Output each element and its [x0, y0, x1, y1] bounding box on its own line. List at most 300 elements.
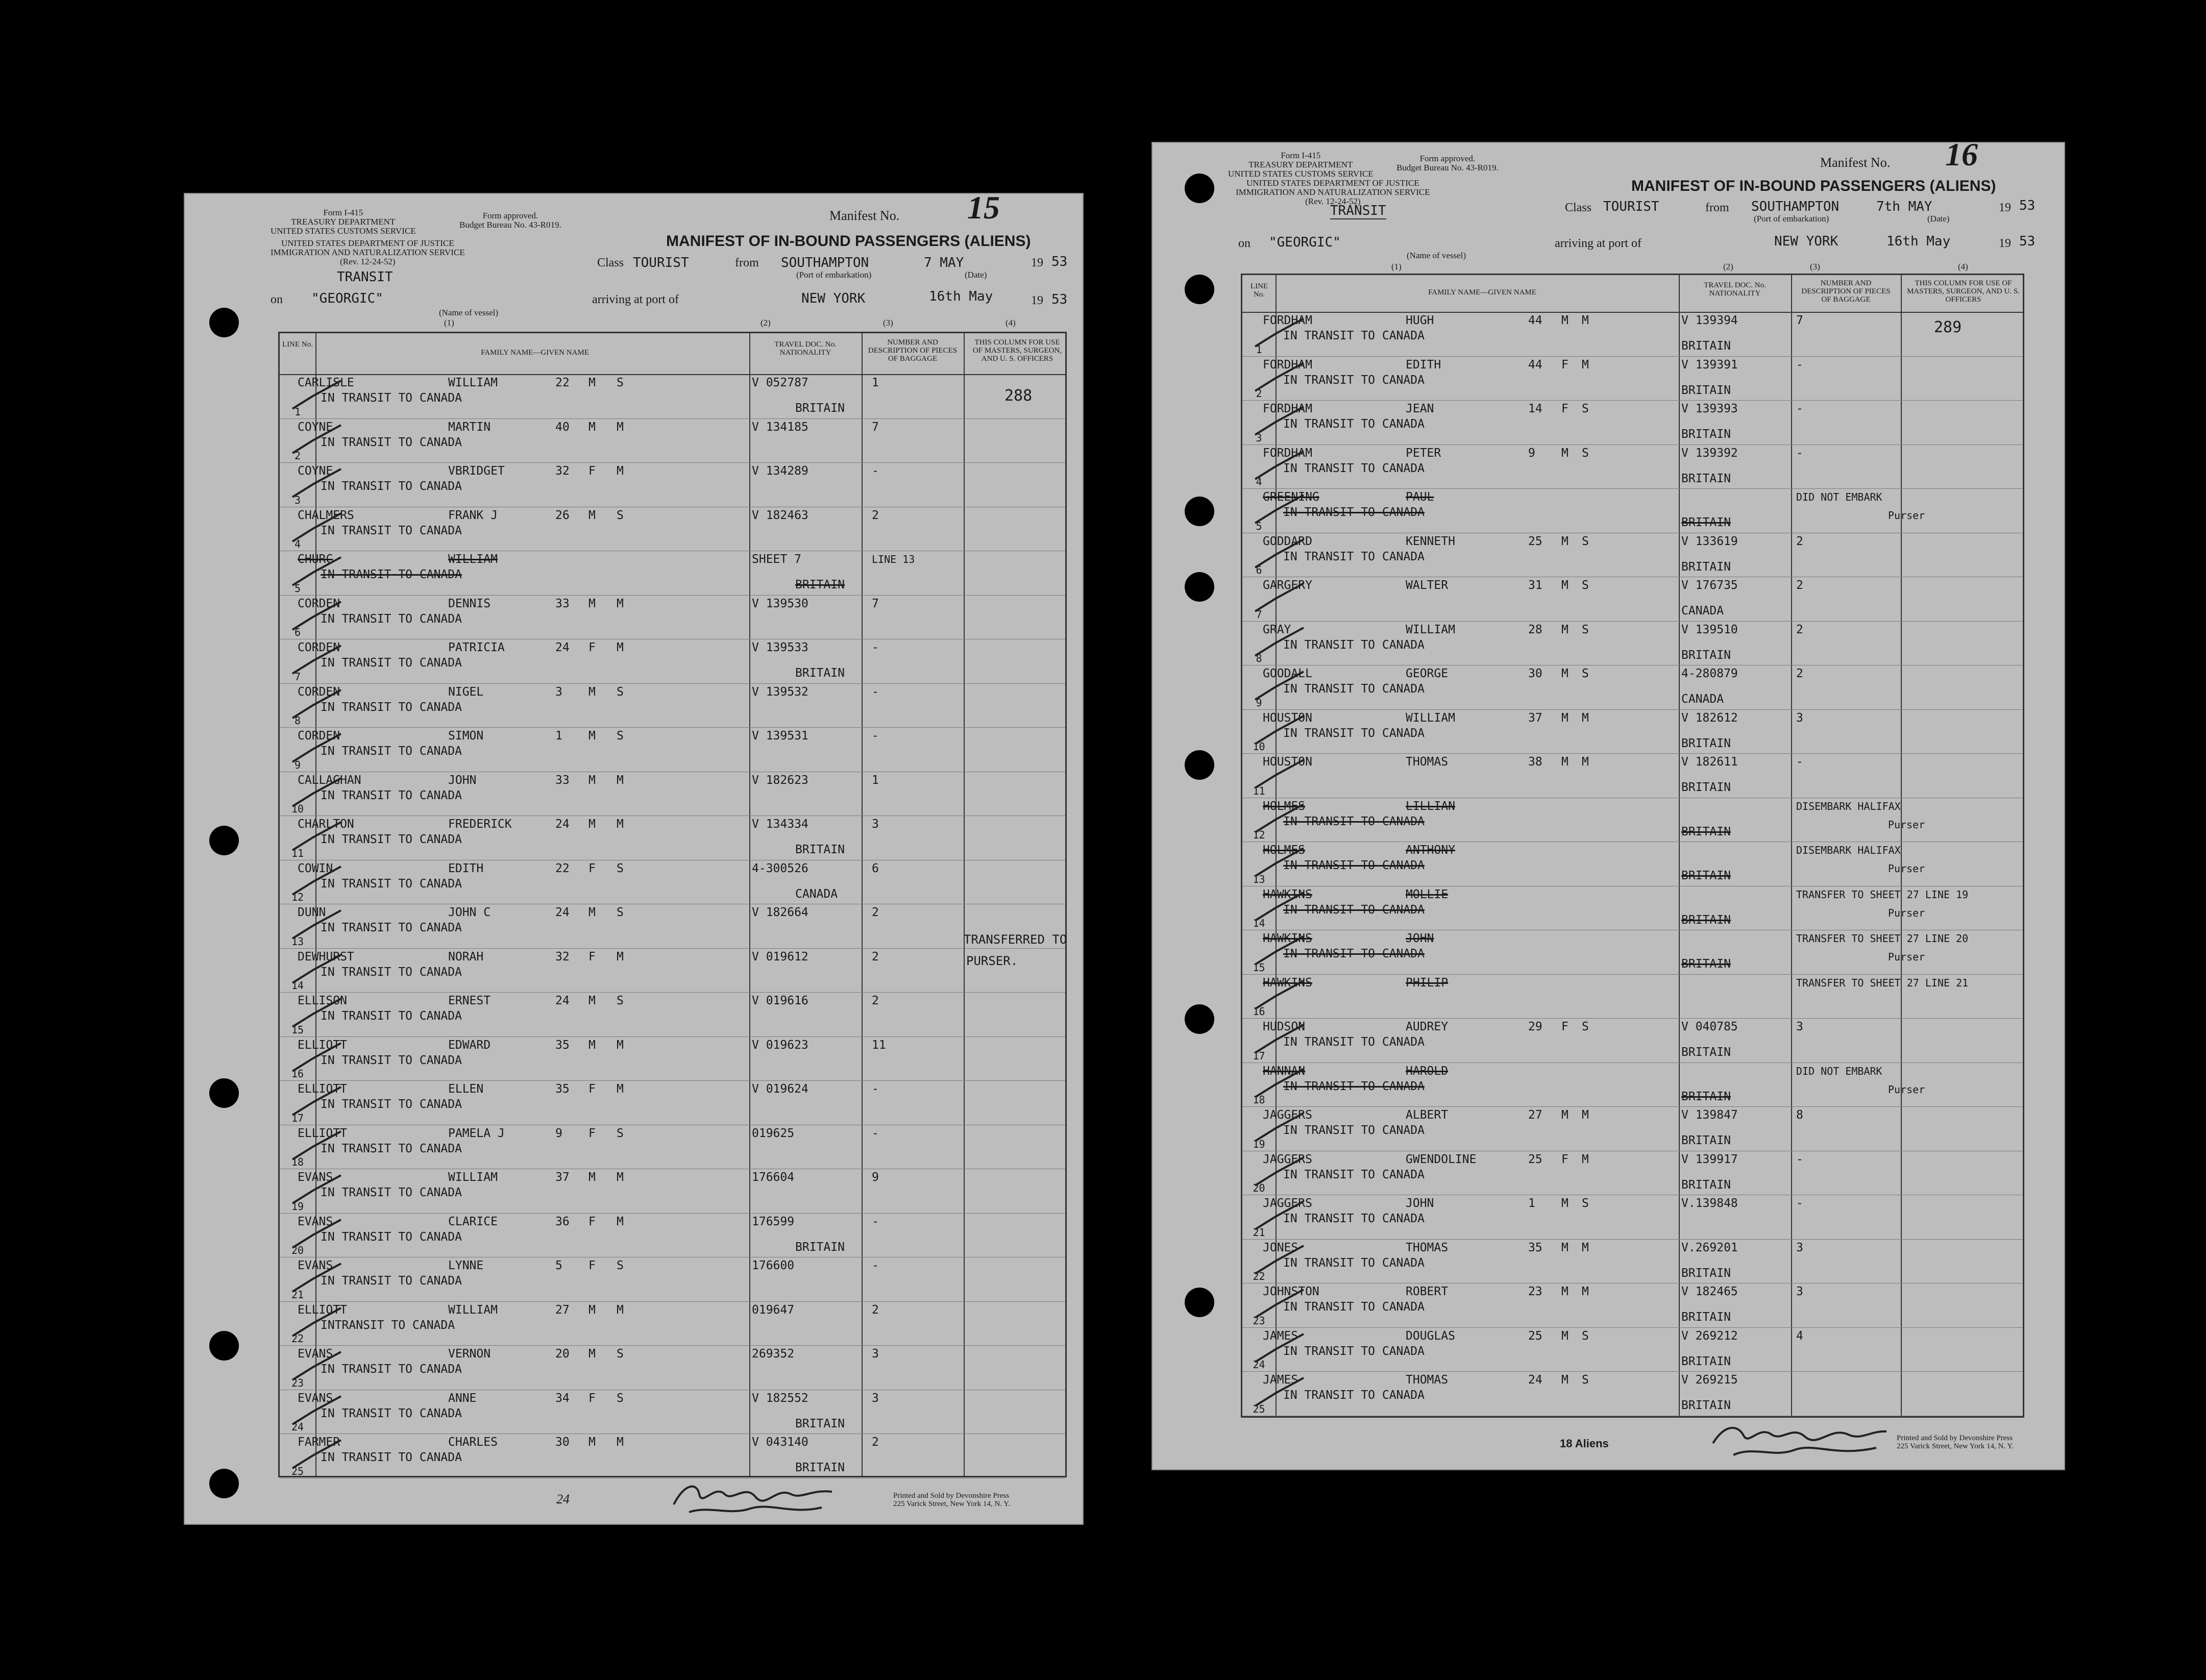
line-number: 16	[291, 1068, 304, 1080]
check-mark-icon	[1253, 1287, 1309, 1323]
manifest-number: 15	[967, 189, 1000, 226]
family-name: CORDEN	[298, 597, 340, 610]
travel-doc-number: V 139531	[752, 729, 808, 743]
family-name: EVANS	[298, 1259, 333, 1272]
line-number: 13	[1253, 873, 1265, 885]
given-name: PHILIP	[1406, 976, 1449, 990]
baggage-count: 2	[872, 994, 879, 1007]
check-mark-icon	[1253, 537, 1309, 573]
travel-doc-number: 4-300526	[752, 861, 808, 875]
check-mark-icon	[290, 1261, 346, 1297]
baggage-count: 11	[872, 1038, 886, 1052]
line-number: 15	[1253, 961, 1265, 974]
marital-status: M	[1582, 711, 1589, 725]
baggage-count: 9	[872, 1171, 879, 1184]
transit-note: IN TRANSIT TO CANADA	[321, 921, 462, 934]
check-mark-icon	[1253, 799, 1309, 837]
sex: M	[589, 420, 596, 434]
nationality: BRITAIN	[1681, 957, 1731, 971]
punch-hole	[1185, 275, 1214, 304]
check-mark-icon	[290, 466, 346, 502]
table-row	[1242, 842, 2023, 886]
col-num: (1)	[444, 318, 454, 328]
check-mark-icon	[290, 861, 346, 900]
check-mark-icon	[290, 731, 346, 767]
table-row	[1242, 798, 2023, 843]
age: 24	[555, 818, 570, 831]
sex: F	[589, 464, 596, 478]
marital-status: M	[617, 597, 624, 610]
baggage-count: 2	[872, 950, 879, 963]
marital-status: M	[617, 1436, 624, 1449]
footer-count: 18 Aliens	[1560, 1437, 1609, 1450]
check-mark-icon	[290, 952, 346, 988]
baggage-count: 3	[872, 1391, 879, 1405]
class-label: Class	[1565, 201, 1592, 214]
given-name: DENNIS	[448, 597, 491, 610]
sex: M	[1561, 314, 1568, 327]
marital-status: M	[1582, 1108, 1589, 1122]
marital-status: M	[617, 1038, 624, 1052]
baggage-count: -	[1796, 402, 1803, 415]
sex: F	[589, 1082, 596, 1096]
travel-doc-number: 269352	[752, 1347, 795, 1361]
agency: UNITED STATES DEPARTMENT OF JUSTICE IMMIGRATION AND NATURALIZATION SERVICE (Rev. 12-24-52)	[1236, 178, 1430, 206]
age: 37	[555, 1171, 570, 1184]
transit-note: IN TRANSIT TO CANADA	[1283, 814, 1425, 828]
marital-status: S	[1582, 402, 1589, 415]
nationality: BRITAIN	[795, 666, 845, 680]
col-num: (4)	[1958, 262, 1968, 271]
family-name: HUDSON	[1263, 1020, 1306, 1033]
embark-label: (Port of embarkation)	[1754, 214, 1829, 224]
table-row	[280, 1169, 1065, 1214]
baggage-count: -	[1796, 1197, 1803, 1210]
embark-date: 7 MAY	[924, 255, 964, 270]
table-row	[280, 816, 1065, 860]
transit-note: IN TRANSIT TO CANADA	[321, 745, 462, 758]
table-row	[280, 639, 1065, 684]
baggage-count: 2	[1796, 579, 1803, 592]
transit-note: IN TRANSIT TO CANADA	[1283, 461, 1425, 475]
line-number: 9	[294, 758, 301, 771]
transit-note: IN TRANSIT TO CANADA	[321, 788, 462, 802]
sex: M	[1561, 1285, 1568, 1298]
given-name: VERNON	[448, 1347, 491, 1361]
travel-doc-number: V 269212	[1681, 1329, 1738, 1343]
vessel-label: (Name of vessel)	[439, 308, 499, 317]
transit-note: IN TRANSIT TO CANADA	[1283, 1168, 1425, 1181]
sex: M	[1561, 534, 1568, 548]
sex: M	[589, 1436, 596, 1449]
given-name: PAMELA J	[448, 1126, 505, 1140]
given-name: JOHN	[1406, 1197, 1434, 1210]
sex: M	[589, 773, 596, 787]
age: 24	[555, 994, 570, 1007]
given-name: GWENDOLINE	[1406, 1152, 1477, 1166]
form-approval: Form approved. Budget Bureau No. 43-R019.	[459, 211, 561, 230]
baggage-count: -	[872, 1082, 879, 1096]
given-name: FRANK J	[448, 508, 498, 522]
table-row	[1242, 444, 2023, 489]
family-name: JONES	[1263, 1241, 1298, 1254]
age: 38	[1528, 755, 1542, 769]
travel-doc-number: 176604	[752, 1171, 795, 1184]
given-name: WILLIAM	[1406, 711, 1455, 725]
given-name: LYNNE	[448, 1259, 484, 1272]
age: 29	[1528, 1020, 1542, 1033]
purser-note: Purser	[1888, 951, 1925, 963]
nationality: BRITAIN	[1681, 913, 1731, 927]
family-name: GREENING	[1263, 490, 1319, 504]
line-number: 15	[291, 1023, 304, 1036]
baggage-count: 2	[872, 1303, 879, 1317]
travel-doc-number: V 182612	[1681, 711, 1738, 725]
sex: M	[1561, 1329, 1568, 1343]
col-baggage-header: NUMBER AND DESCRIPTION OF PIECES OF BAGGAGE	[1801, 279, 1891, 304]
transit-note: IN TRANSIT TO CANADA	[1283, 726, 1425, 740]
given-name: PETER	[1406, 446, 1441, 460]
table-row	[280, 1434, 1065, 1478]
arrival-year: 53	[1051, 292, 1068, 307]
nationality: BRITAIN	[795, 1417, 845, 1430]
family-name: CHARLTON	[298, 818, 354, 831]
embark-date: 7th MAY	[1876, 199, 1932, 214]
family-name: CHALMERS	[298, 508, 354, 522]
table-row	[280, 992, 1065, 1037]
check-mark-icon	[290, 378, 346, 414]
given-name: SIMON	[448, 729, 484, 743]
line-number: 17	[1253, 1049, 1265, 1062]
travel-doc-number: V 176735	[1681, 579, 1738, 592]
transit-note: INTRANSIT TO CANADA	[321, 1318, 455, 1332]
marital-status: M	[617, 420, 624, 434]
sex: M	[1561, 446, 1568, 460]
nationality: BRITAIN	[1681, 825, 1731, 838]
nationality: BRITAIN	[1681, 516, 1731, 529]
travel-doc-number: V 139917	[1681, 1152, 1738, 1166]
age: 30	[1528, 667, 1542, 680]
family-name: EVANS	[298, 1347, 333, 1361]
line-number: 7	[1256, 608, 1262, 621]
age: 28	[1528, 623, 1542, 636]
travel-doc-number: V 043140	[752, 1436, 808, 1449]
vessel-label: (Name of vessel)	[1407, 251, 1466, 260]
given-name: WILLIAM	[448, 1303, 498, 1317]
sex: F	[589, 1215, 596, 1228]
col-num: (3)	[1810, 262, 1820, 271]
travel-doc-number: V 182623	[752, 773, 808, 787]
col-name-header: FAMILY NAME—GIVEN NAME	[481, 349, 589, 357]
baggage-count: 3	[872, 818, 879, 831]
sex: M	[589, 1347, 596, 1361]
table-row	[1242, 312, 2023, 357]
line-number: 22	[291, 1332, 304, 1345]
travel-doc-number: V.269201	[1681, 1241, 1738, 1254]
baggage-count: -	[1796, 446, 1803, 460]
nationality: BRITAIN	[1681, 339, 1731, 353]
check-mark-icon	[1253, 404, 1309, 440]
family-name: JAGGERS	[1263, 1197, 1312, 1210]
class-value: TOURIST	[1603, 199, 1659, 214]
line-number: 20	[1253, 1182, 1265, 1194]
transit-note: IN TRANSIT TO CANADA	[321, 1053, 462, 1067]
sex: M	[589, 818, 596, 831]
travel-doc-number: V 133619	[1681, 534, 1738, 548]
nationality: BRITAIN	[1681, 1090, 1731, 1103]
age: 30	[555, 1436, 570, 1449]
family-name: HOLMES	[1263, 844, 1306, 857]
nationality: BRITAIN	[795, 1240, 845, 1254]
baggage-count: 1	[872, 376, 879, 389]
family-name: HAWKINS	[1263, 887, 1312, 901]
baggage-count: DISEMBARK HALIFAX	[1796, 844, 1901, 856]
transit-note: IN TRANSIT TO CANADA	[1283, 903, 1425, 917]
nationality: BRITAIN	[1681, 1399, 1731, 1412]
transit-note: IN TRANSIT TO CANADA	[1283, 373, 1425, 387]
table-row	[280, 1345, 1065, 1390]
year-prefix: 19	[1031, 256, 1043, 269]
footer-count: 24	[556, 1492, 570, 1506]
purser-note: Purser	[1888, 818, 1925, 831]
given-name: AUDREY	[1406, 1020, 1449, 1033]
age: 37	[1528, 711, 1542, 725]
family-name: JAGGERS	[1263, 1152, 1312, 1166]
age: 22	[555, 861, 570, 875]
family-name: ELLIOTT	[298, 1303, 347, 1317]
punch-hole	[209, 826, 239, 855]
table-row	[1242, 1283, 2023, 1328]
line-number: 23	[291, 1376, 304, 1389]
arrival-date: 16th May	[1886, 234, 1951, 249]
line-number: 20	[291, 1244, 304, 1256]
check-mark-icon	[290, 687, 346, 723]
transit-note: IN TRANSIT TO CANADA	[321, 1451, 462, 1464]
baggage-count: -	[872, 1126, 879, 1140]
line-number: 11	[291, 847, 304, 859]
transit-note: IN TRANSIT TO CANADA	[321, 833, 462, 846]
baggage-count: -	[1796, 755, 1803, 769]
transit-label: TRANSIT	[1330, 203, 1386, 218]
sex: M	[1561, 1197, 1568, 1210]
marital-status: M	[617, 1082, 624, 1096]
family-name: COYNE	[298, 420, 333, 434]
travel-doc-number: V 052787	[752, 376, 808, 389]
family-name: GODDARD	[1263, 534, 1312, 548]
purser-note: Purser	[1888, 906, 1925, 919]
travel-doc-number: V 139530	[752, 597, 808, 610]
arrival-port: NEW YORK	[801, 291, 866, 306]
baggage-count: 3	[1796, 1241, 1803, 1254]
travel-doc-number: V 134289	[752, 464, 808, 478]
class-label: Class	[597, 256, 624, 269]
line-number: 2	[294, 450, 301, 462]
sex: M	[589, 1303, 596, 1317]
col-num: (3)	[883, 318, 893, 328]
travel-doc-number: 4-280879	[1681, 667, 1738, 680]
age: 35	[555, 1038, 570, 1052]
age: 33	[555, 597, 570, 610]
travel-doc-number: V 139510	[1681, 623, 1738, 636]
marital-status: M	[1582, 358, 1589, 372]
given-name: LILLIAN	[1406, 799, 1455, 813]
on-label: on	[1238, 237, 1251, 250]
line-number: 14	[291, 979, 304, 992]
signature	[1708, 1415, 1892, 1461]
passenger-table	[1241, 274, 2024, 1418]
age: 3	[555, 685, 562, 699]
manifest-sheet-left	[184, 189, 1084, 1525]
baggage-count: DID NOT EMBARK	[1796, 1065, 1882, 1077]
given-name: WILLIAM	[448, 376, 498, 389]
baggage-count: -	[872, 1259, 879, 1272]
table-row	[1242, 1371, 2023, 1416]
arrival-year: 53	[2019, 234, 2036, 249]
line-number: 21	[1253, 1226, 1265, 1239]
table-row	[1242, 533, 2023, 578]
given-name: ALBERT	[1406, 1108, 1449, 1122]
check-mark-icon	[1253, 581, 1309, 616]
family-name: FORDHAM	[1263, 358, 1312, 372]
age: 23	[1528, 1285, 1542, 1298]
table-row	[1242, 577, 2023, 622]
age: 14	[1528, 402, 1542, 415]
check-mark-icon	[1253, 1022, 1309, 1058]
line-number: 7	[294, 670, 301, 683]
check-mark-icon	[1253, 1375, 1309, 1411]
check-mark-icon	[1253, 757, 1309, 793]
baggage-count: 3	[1796, 1020, 1803, 1033]
baggage-count: -	[872, 464, 879, 478]
col-name-header: FAMILY NAME—GIVEN NAME	[1428, 288, 1536, 297]
year-value: 53	[2019, 198, 2036, 213]
travel-doc-number: V 139847	[1681, 1108, 1738, 1122]
age: 1	[555, 729, 562, 743]
sex: M	[589, 994, 596, 1007]
line-number: 8	[294, 714, 301, 727]
table-row	[280, 772, 1065, 817]
check-mark-icon	[1253, 1064, 1309, 1102]
nationality: BRITAIN	[1681, 648, 1731, 662]
family-name: EVANS	[298, 1391, 333, 1405]
transit-note: IN TRANSIT TO CANADA	[1283, 329, 1425, 342]
given-name: ROBERT	[1406, 1285, 1449, 1298]
officer-note: 289	[1934, 318, 1962, 336]
baggage-count: LINE 13	[872, 553, 915, 565]
age: 22	[555, 376, 570, 389]
check-mark-icon	[1253, 449, 1309, 484]
baggage-count: 7	[872, 420, 879, 434]
marital-status: S	[1582, 667, 1589, 680]
family-name: HANNAN	[1263, 1064, 1306, 1078]
travel-doc-number: V 139394	[1681, 314, 1738, 327]
form-id: Form I-415 TREASURY DEPARTMENT UNITED STATES CUSTOMS SERVICE	[1228, 151, 1374, 179]
travel-doc-number: V 182465	[1681, 1285, 1738, 1298]
given-name: PAUL	[1406, 490, 1434, 504]
line-number: 6	[294, 626, 301, 638]
col-num: (2)	[761, 318, 771, 328]
sex: M	[1561, 711, 1568, 725]
line-number: 25	[291, 1465, 304, 1477]
purser-note: Purser	[1888, 509, 1925, 522]
sex: F	[589, 1126, 596, 1140]
nationality: BRITAIN	[1681, 869, 1731, 882]
manifest-title: MANIFEST OF IN-BOUND PASSENGERS (ALIENS)	[666, 233, 1031, 250]
family-name: HOLMES	[1263, 799, 1306, 813]
baggage-count: TRANSFER TO SHEET 27 LINE 21	[1796, 976, 1969, 989]
family-name: EVANS	[298, 1171, 333, 1184]
baggage-count: 2	[872, 906, 879, 919]
travel-doc-number: V 182463	[752, 508, 808, 522]
line-number: 21	[291, 1288, 304, 1301]
col-officers-header: THIS COLUMN FOR USE OF MASTERS, SURGEON, AND U. S. OFFICERS	[1907, 279, 2020, 304]
check-mark-icon	[1253, 1199, 1309, 1234]
line-number: 19	[291, 1200, 304, 1213]
family-name: JAMES	[1263, 1373, 1298, 1387]
line-number: 10	[1253, 740, 1265, 753]
family-name: GRAY	[1263, 623, 1291, 636]
travel-doc-number: V 134185	[752, 420, 808, 434]
check-mark-icon	[1253, 978, 1309, 1014]
check-mark-icon	[290, 1038, 347, 1076]
sex: F	[1561, 1152, 1568, 1166]
sex: M	[589, 376, 596, 389]
transit-note: IN TRANSIT TO CANADA	[321, 1230, 462, 1244]
table-row	[280, 374, 1065, 419]
marital-status: S	[617, 861, 624, 875]
punch-hole	[209, 308, 239, 337]
family-name: JOHNSTON	[1263, 1285, 1319, 1298]
marital-status: M	[1582, 1285, 1589, 1298]
given-name: WILLIAM	[448, 553, 498, 566]
check-mark-icon	[290, 1438, 346, 1473]
family-name: DEWHURST	[298, 950, 354, 963]
nationality: BRITAIN	[795, 843, 845, 856]
family-name: FORDHAM	[1263, 314, 1312, 327]
age: 24	[555, 906, 570, 919]
age: 24	[1528, 1373, 1542, 1387]
transit-note: IN TRANSIT TO CANADA	[321, 1363, 462, 1376]
class-value: TOURIST	[633, 255, 689, 270]
baggage-count: 7	[1796, 314, 1803, 327]
check-mark-icon	[290, 820, 346, 855]
signature	[669, 1474, 837, 1520]
line-number: 2	[1256, 387, 1262, 400]
given-name: MARTIN	[448, 420, 491, 434]
nationality: CANADA	[795, 887, 838, 901]
marital-status: S	[1582, 1197, 1589, 1210]
punch-hole	[1185, 497, 1214, 526]
transit-note: IN TRANSIT TO CANADA	[321, 1009, 462, 1023]
baggage-count: 1	[872, 773, 879, 787]
line-number: 6	[1256, 564, 1262, 576]
sex: M	[1561, 623, 1568, 636]
agency: UNITED STATES DEPARTMENT OF JUSTICE IMMIGRATION AND NATURALIZATION SERVICE (Rev. 12-24-52)	[271, 238, 465, 266]
year-value: 53	[1051, 254, 1068, 269]
age: 32	[555, 950, 570, 963]
manifest-label: Manifest No.	[1820, 155, 1891, 170]
line-number: 1	[294, 405, 301, 418]
given-name: ANTHONY	[1406, 844, 1455, 857]
arriving-label: arriving at port of	[1555, 237, 1641, 250]
baggage-count: -	[872, 1215, 879, 1228]
travel-doc-number: V 040785	[1681, 1020, 1738, 1033]
table-row	[280, 727, 1065, 772]
table-row	[1242, 621, 2023, 666]
nationality: BRITAIN	[795, 578, 845, 591]
sex: M	[1561, 667, 1568, 680]
punch-hole	[209, 1078, 239, 1108]
